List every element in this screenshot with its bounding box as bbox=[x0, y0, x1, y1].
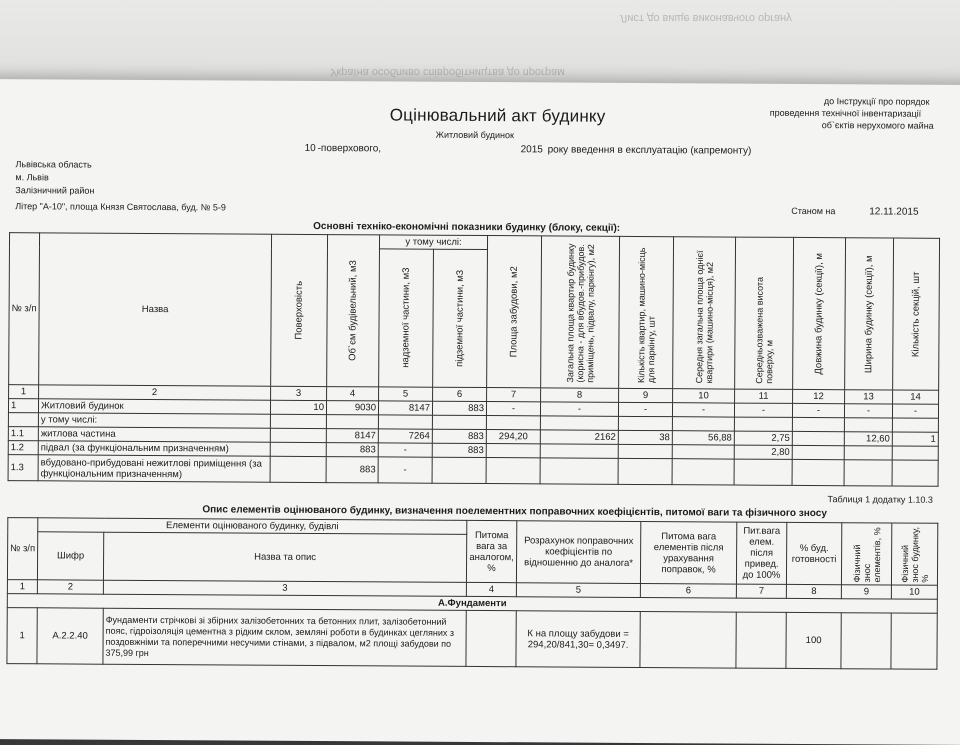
t2-col-weight-reduced-header: Пит.вага елем. після привед. до 100% bbox=[736, 522, 786, 584]
floors-label: -поверхового, bbox=[317, 143, 382, 155]
row-no: 1.3 bbox=[8, 455, 38, 481]
tech-indicators-table bbox=[8, 232, 941, 487]
num-cell: 7 bbox=[487, 388, 541, 402]
address-district: Залізничний район bbox=[15, 185, 95, 196]
row-no: 1 bbox=[8, 399, 38, 413]
num-cell: 12 bbox=[793, 389, 845, 403]
num-cell: 2 bbox=[37, 580, 103, 594]
t2-row-no: 1 bbox=[7, 608, 37, 664]
row-area: - bbox=[486, 402, 540, 416]
col-no-header: № з/п bbox=[9, 233, 40, 385]
row-above: 7264 bbox=[378, 429, 432, 443]
row-sections: - bbox=[892, 404, 938, 418]
address-city: м. Львів bbox=[15, 172, 49, 183]
row-sections bbox=[892, 446, 938, 460]
row-area bbox=[486, 444, 540, 458]
row-name: Житловий будинок bbox=[38, 399, 270, 414]
row-below: 883 bbox=[432, 401, 486, 415]
t2-col-elements-header: Елементи оцінюваного будинку, будівлі bbox=[38, 518, 467, 535]
row-area: 294,20 bbox=[486, 430, 540, 444]
row-total: 2162 bbox=[540, 430, 618, 444]
col-above-header: надземної частини, м3 bbox=[400, 267, 412, 369]
row-volume: 8147 bbox=[326, 429, 378, 443]
row-name: у тому числі: bbox=[38, 413, 270, 428]
row-height: - bbox=[734, 403, 792, 417]
num-cell: 4 bbox=[466, 582, 516, 596]
t2-col-wear-el-header: Фізичний знос елементів, % bbox=[851, 526, 882, 582]
row-height: 2,80 bbox=[734, 445, 792, 459]
col-floors-header: Поверховість bbox=[293, 281, 305, 340]
row-total: - bbox=[540, 402, 618, 416]
col-length-header: Довжина будинку (секції), м bbox=[813, 252, 825, 375]
t2-row-code: А.2.2.40 bbox=[37, 608, 103, 664]
row-above: - bbox=[378, 443, 432, 457]
col-sections-header: Кількість секцій, шт bbox=[910, 271, 922, 357]
t2-col-wear-bld-header: Фізичний знос будинку, % bbox=[899, 526, 930, 583]
table1-caption: Основні техніко-економічні показники будинку (блоку, секції): bbox=[313, 220, 621, 234]
mirrored-background-note: Лист до вище виконавчого органу bbox=[620, 12, 792, 24]
col-built-area-header: Площа забудови, м2 bbox=[508, 266, 520, 358]
num-cell: 10 bbox=[891, 585, 937, 599]
num-cell: 3 bbox=[271, 386, 327, 400]
num-cell: 1 bbox=[7, 580, 37, 594]
row-total bbox=[540, 444, 618, 458]
row-volume: 883 bbox=[326, 457, 378, 483]
num-cell: 6 bbox=[640, 583, 736, 598]
row-avg: - bbox=[672, 403, 734, 417]
num-cell: 3 bbox=[103, 580, 466, 596]
col-avg-area-header: Середня загальна площа однієї квартири (машино-місця), м2 bbox=[693, 249, 715, 383]
table-row bbox=[7, 608, 937, 670]
row-no: 1.1 bbox=[8, 427, 38, 441]
floors-value: 10 bbox=[304, 142, 316, 154]
t2-row-ready: 100 bbox=[786, 612, 841, 668]
as-of-date: 12.11.2015 bbox=[869, 206, 919, 218]
col-name-header: Назва bbox=[39, 233, 272, 386]
row-name: підвал (за функціональним призначенням) bbox=[38, 441, 270, 456]
address-line: Літер "А-10", площа Князя Святослава, буд. № 5-9 bbox=[15, 201, 226, 213]
row-length bbox=[792, 445, 844, 459]
row-name: вбудовано-прибудовані нежитлові приміщення (за функціональним призначенням) bbox=[38, 455, 270, 482]
num-cell: 9 bbox=[619, 388, 673, 402]
col-count-header: Кількість квартир, машино-місць для паркінгу, шт bbox=[635, 246, 657, 383]
t2-row-calc: К на площу забудови = 294,20/841,30= 0,3497. bbox=[516, 611, 640, 668]
num-cell: 10 bbox=[673, 389, 735, 403]
row-width bbox=[844, 446, 892, 460]
document-title: Оцінювальний акт будинку bbox=[389, 105, 606, 126]
row-no bbox=[8, 413, 38, 427]
col-total-area-header: Загальна площа квартир будинку (корисна - для вбудов.-прибудов. приміщень, підвалу, паркінгу), м2 bbox=[564, 242, 596, 383]
as-of-label: Станом на bbox=[791, 205, 836, 217]
t2-col-no-header: № з/п bbox=[7, 518, 37, 580]
row-no: 1.2 bbox=[8, 441, 38, 455]
instruction-line-3: об`єктів нерухомого майна bbox=[821, 120, 934, 131]
row-sections: 1 bbox=[892, 432, 938, 446]
num-cell: 5 bbox=[379, 387, 433, 401]
num-cell: 1 bbox=[9, 385, 39, 399]
row-count: 38 bbox=[618, 430, 672, 444]
t2-col-calc-header: Розрахунок поправочних коефіцієнтів по відношенню до аналога* bbox=[516, 521, 640, 584]
mirrored-background-text: Україна особливо співробітництва до програм bbox=[330, 66, 565, 78]
row-name: житлова частина bbox=[38, 427, 270, 442]
num-cell: 9 bbox=[841, 585, 891, 599]
row-below: 883 bbox=[432, 443, 486, 457]
col-below-header: підземної частини, м3 bbox=[454, 269, 466, 367]
col-incl-header: у тому числі: bbox=[379, 235, 487, 250]
row-avg bbox=[672, 445, 734, 459]
instruction-line-2: проведення технічної інвентаризації bbox=[769, 107, 922, 119]
num-cell: 13 bbox=[845, 390, 893, 404]
year-label: року введення в експлуатацію (капремонту) bbox=[547, 144, 752, 157]
num-cell: 14 bbox=[893, 390, 939, 404]
building-type: Житловий будинок bbox=[435, 129, 515, 141]
row-floors bbox=[270, 456, 326, 482]
row-length bbox=[792, 431, 844, 445]
t2-col-code-header: Шифр bbox=[37, 532, 103, 580]
t2-col-weight-header: Питома вага за аналогом, % bbox=[466, 520, 516, 582]
row-width: - bbox=[844, 404, 892, 418]
row-height: 2,75 bbox=[734, 431, 792, 445]
year-value: 2015 bbox=[520, 144, 543, 156]
col-volume-header: Об`єм будівельний, м3 bbox=[347, 260, 359, 362]
col-height-header: Середньозважена висота поверху, м bbox=[753, 276, 774, 384]
row-volume: 883 bbox=[326, 443, 378, 457]
row-count bbox=[618, 444, 672, 458]
num-cell: 4 bbox=[327, 387, 379, 401]
t2-row-desc: Фундаменти стрічкові зі збірних залізобетонних та бетонних плит, залізобетонний пояс, гідроізоляція цементна з рідким склом, земляні роботи в будинках цегляних з поздовжніми та поперечними несучими стінами, з підвалом, м2 площі забудови по 375,99 грн bbox=[103, 608, 466, 666]
row-below: 883 bbox=[432, 429, 486, 443]
row-below bbox=[432, 457, 486, 483]
row-above: 8147 bbox=[378, 401, 432, 415]
section-foundations: А.Фундаменти bbox=[7, 594, 937, 614]
num-cell: 7 bbox=[736, 584, 786, 598]
t2-col-weight-after-header: Питома вага елементів після урахування поправок, % bbox=[640, 521, 736, 584]
elements-table bbox=[6, 517, 938, 670]
document-sheet bbox=[0, 79, 960, 745]
instruction-line-1: до Інструкції про порядок bbox=[823, 96, 930, 107]
row-width: 12,60 bbox=[844, 432, 892, 446]
num-cell: 5 bbox=[516, 583, 640, 598]
t2-col-ready-header: % буд. готовності bbox=[786, 522, 841, 584]
num-cell: 6 bbox=[433, 387, 487, 401]
col-width-header: Ширина будинку (секції), м bbox=[863, 254, 875, 373]
row-volume: 9030 bbox=[326, 401, 378, 415]
row-floors bbox=[270, 428, 326, 442]
table-row bbox=[8, 455, 938, 487]
num-cell: 11 bbox=[735, 389, 793, 403]
num-cell: 8 bbox=[541, 388, 619, 402]
row-floors: 10 bbox=[270, 400, 326, 414]
row-count: - bbox=[618, 402, 672, 416]
address-region: Львівська область bbox=[15, 159, 92, 170]
num-cell: 2 bbox=[39, 385, 271, 400]
row-avg: 56,88 bbox=[672, 431, 734, 445]
table2-caption: Опис елементів оцінюваного будинку, визначення поелементних поправочних коефіцієнтів, питомої ваги та фізичного зносу bbox=[202, 504, 827, 520]
row-length: - bbox=[792, 403, 844, 417]
table2-note: Таблиця 1 додатку 1.10.3 bbox=[827, 494, 933, 505]
num-cell: 8 bbox=[786, 584, 841, 598]
row-floors bbox=[270, 442, 326, 456]
row-above: - bbox=[378, 457, 432, 483]
t2-col-desc-header: Назва та опис bbox=[103, 532, 466, 582]
